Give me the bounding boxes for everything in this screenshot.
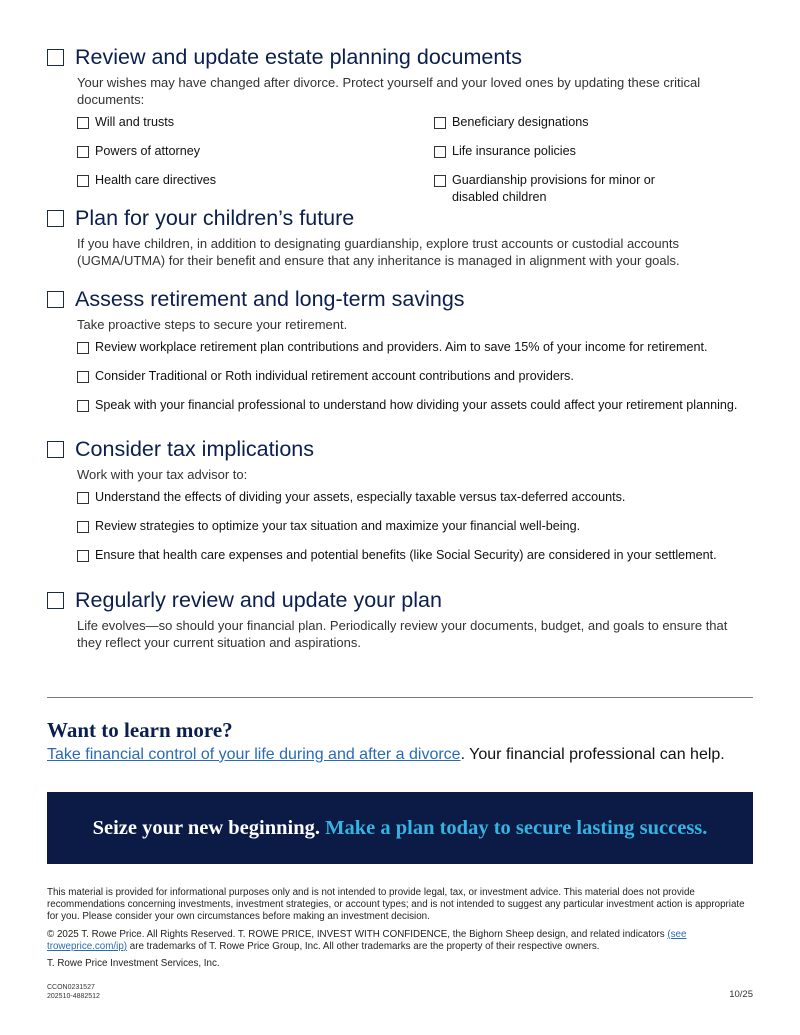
section-title: Regularly review and update your plan [75, 588, 442, 612]
item-checkbox[interactable] [77, 175, 89, 187]
item-checkbox[interactable] [77, 400, 89, 412]
item-label: Health care directives [95, 173, 217, 187]
item-checkbox[interactable] [77, 492, 89, 504]
section-children-future [47, 205, 753, 269]
item-checkbox[interactable] [434, 146, 446, 158]
learn-more-suffix: . Your financial professional can help. [460, 746, 725, 763]
item-label: Powers of attorney [95, 144, 200, 158]
retirement-checkbox[interactable] [47, 291, 64, 308]
checklist-item [77, 339, 707, 356]
item-checkbox[interactable] [77, 146, 89, 158]
footer-codes [47, 983, 100, 1001]
disclaimer [47, 887, 753, 975]
checklist-item [434, 172, 662, 206]
checklist-item [77, 397, 737, 414]
item-label: Guardianship provisions for minor or disabled children [452, 173, 655, 204]
checklist-item [77, 368, 574, 385]
divider [47, 697, 753, 698]
estate-planning-checkbox[interactable] [47, 49, 64, 66]
section-description: If you have children, in addition to designating guardianship, explore trust accounts or custodial accounts (UGMA/UTMA) for their benefit and ensure that any inheritance is managed in alignment with your goals. [77, 236, 680, 268]
item-label: Review workplace retirement plan contributions and providers. Aim to save 15% of your income for retirement. [95, 340, 708, 354]
section-title: Consider tax implications [75, 437, 314, 461]
copyright-text: © 2025 T. Rowe Price. All Rights Reserved. T. ROWE PRICE, INVEST WITH CONFIDENCE, the Bighorn Sheep design, and related indicators [47, 928, 668, 940]
item-checkbox[interactable] [77, 117, 89, 129]
banner-white-text: Seize your new beginning. [92, 816, 320, 839]
checklist-item [77, 518, 580, 535]
page-number: 10/25 [729, 989, 753, 1000]
item-label: Understand the effects of dividing your assets, especially taxable versus tax-deferred accounts. [95, 490, 626, 504]
children-future-checkbox[interactable] [47, 210, 64, 227]
item-checkbox[interactable] [77, 521, 89, 533]
review-plan-checkbox[interactable] [47, 592, 64, 609]
learn-more-link[interactable]: Take financial control of your life during and after a divorce [47, 746, 461, 763]
section-estate-planning [47, 44, 753, 204]
tax-checkbox[interactable] [47, 441, 64, 458]
item-label: Review strategies to optimize your tax situation and maximize your financial well-being. [95, 519, 581, 533]
item-label: Will and trusts [95, 115, 175, 129]
section-title: Plan for your children’s future [75, 206, 355, 230]
learn-more-line [47, 746, 725, 764]
item-checkbox[interactable] [434, 117, 446, 129]
checklist-item [77, 547, 717, 564]
footer-code: CCON0231527 [47, 984, 95, 991]
item-label: Speak with your financial professional to understand how dividing your assets could affect your retirement planning. [95, 398, 738, 412]
item-label: Life insurance policies [452, 144, 576, 158]
checklist-item [77, 143, 200, 160]
item-label: Consider Traditional or Roth individual retirement account contributions and providers. [95, 369, 574, 383]
checklist-item [434, 143, 576, 160]
section-title: Review and update estate planning documents [75, 45, 523, 69]
checklist-item [77, 114, 174, 131]
checklist-item [77, 172, 216, 189]
company-name: T. Rowe Price Investment Services, Inc. [47, 958, 220, 970]
cta-banner [47, 792, 753, 864]
section-tax [47, 436, 753, 562]
item-label: Beneficiary designations [452, 115, 589, 129]
item-checkbox[interactable] [77, 371, 89, 383]
section-description: Work with your tax advisor to: [77, 467, 248, 482]
copyright-paragraph [47, 929, 753, 953]
item-checkbox[interactable] [434, 175, 446, 187]
trademark-link[interactable]: (see troweprice.com/ip) [47, 928, 687, 952]
banner-accent-text: Make a plan today to secure lasting success. [325, 816, 708, 839]
section-review-plan [47, 587, 753, 651]
section-title: Assess retirement and long-term savings [75, 287, 465, 311]
copyright-text-end: are trademarks of T. Rowe Price Group, Inc. All other trademarks are the property of their respective owners. [127, 940, 600, 952]
section-description: Your wishes may have changed after divorce. Protect yourself and your loved ones by updating these critical documents: [77, 75, 701, 107]
disclaimer-paragraph: This material is provided for informational purposes only and is not intended to provide legal, tax, or investment advice. This material does not provide recommendations concerning investments, investment strategies, or account types; and is not intended to suggest any particular investment action is appropriate for you. Please consider your own circumstances before making an investment decision. [47, 887, 745, 923]
footer-code: 202510-4882512 [47, 993, 100, 1000]
learn-more-title: Want to learn more? [47, 718, 233, 742]
section-retirement [47, 286, 753, 412]
item-label: Ensure that health care expenses and potential benefits (like Social Security) are considered in your settlement. [95, 548, 717, 562]
item-checkbox[interactable] [77, 342, 89, 354]
checklist-item [77, 489, 625, 506]
checklist-item [434, 114, 589, 131]
item-checkbox[interactable] [77, 550, 89, 562]
section-description: Life evolves—so should your financial plan. Periodically review your documents, budget, and goals to ensure that they reflect your current situation and aspirations. [77, 618, 728, 650]
banner-text [93, 817, 708, 840]
section-description: Take proactive steps to secure your retirement. [77, 317, 348, 332]
